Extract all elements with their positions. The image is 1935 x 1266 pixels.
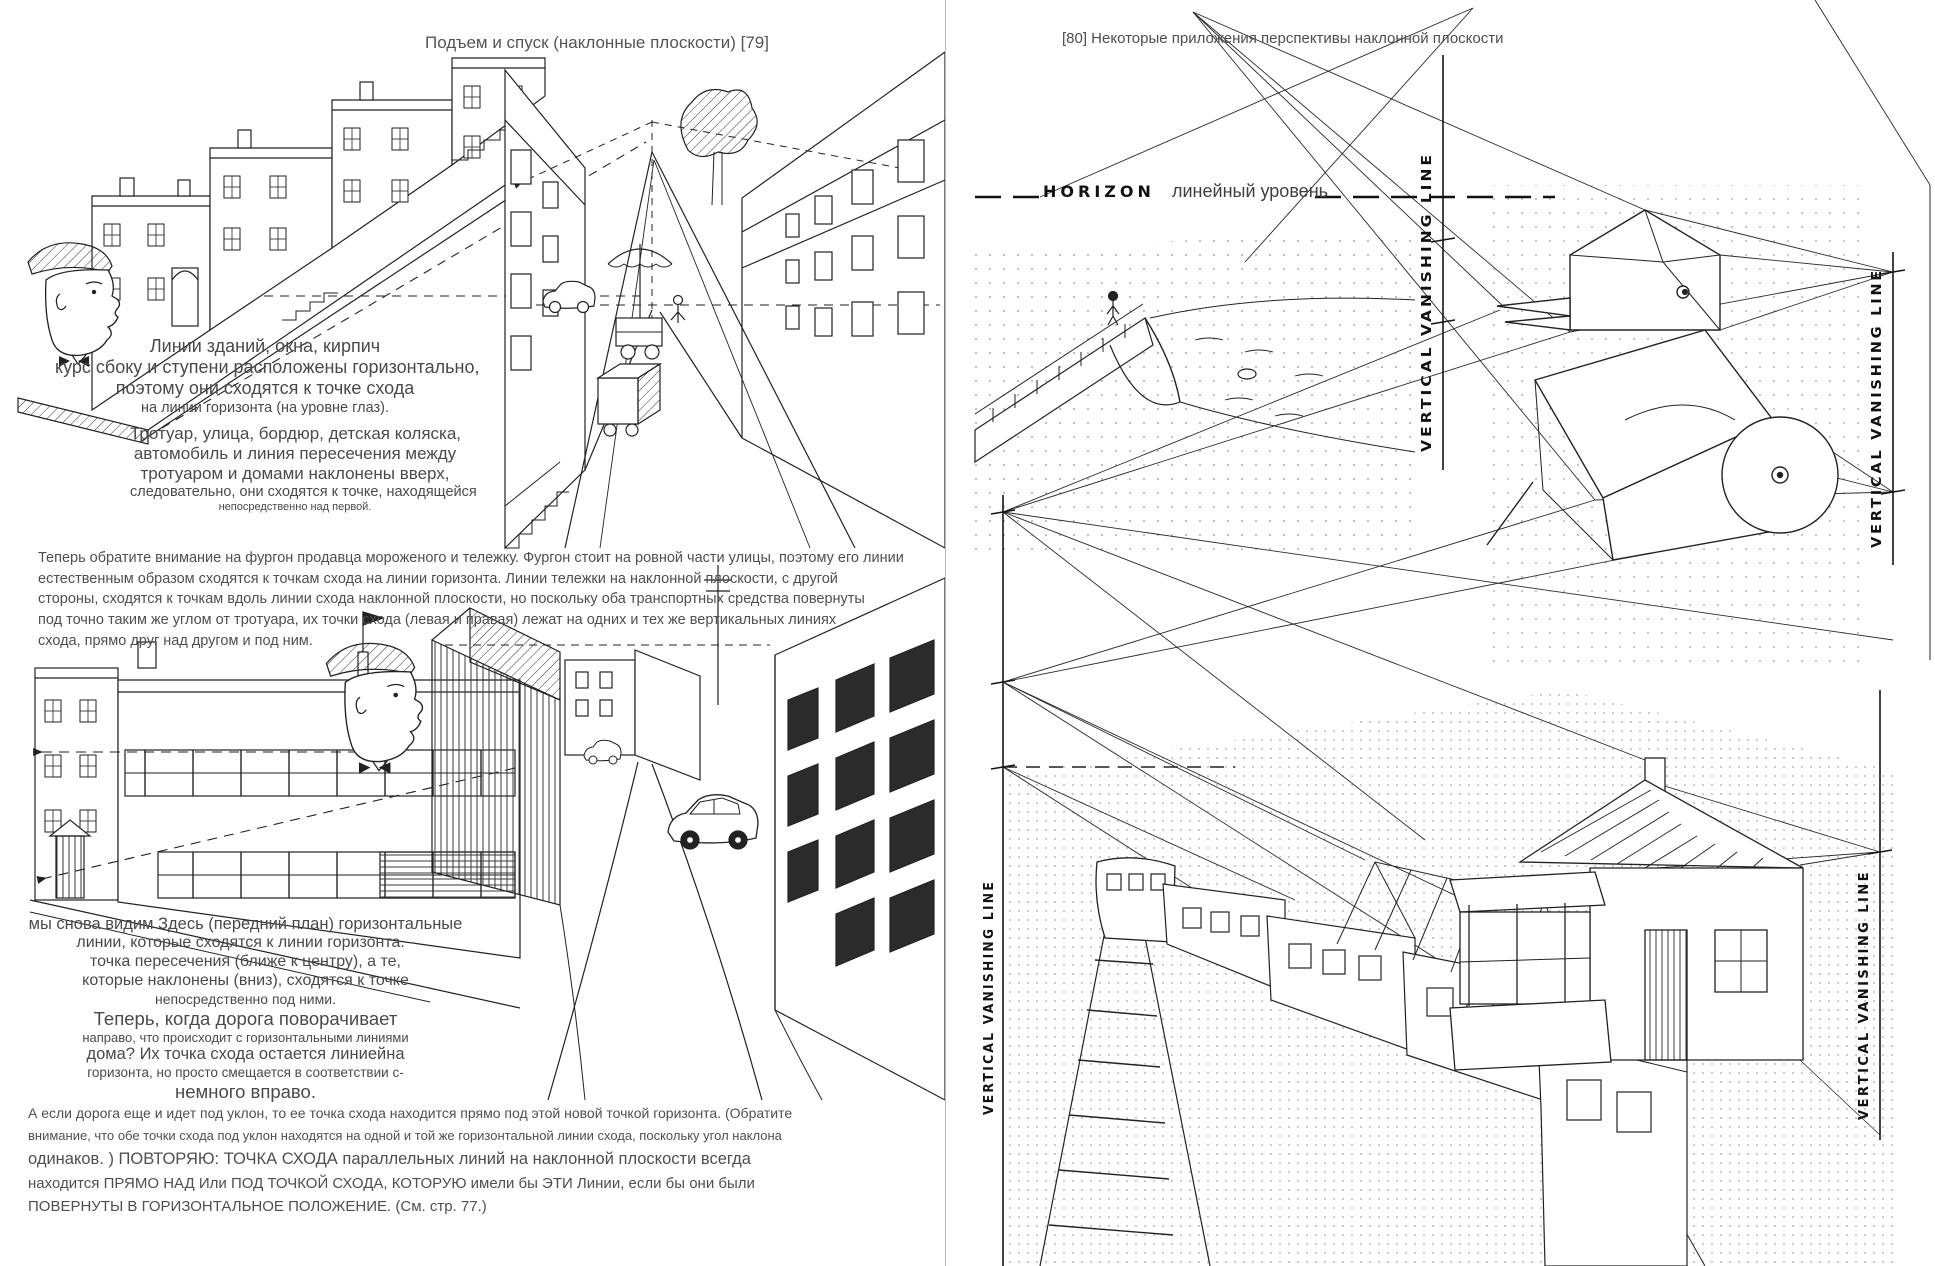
text-line: курс сбоку и ступени расположены горизонтально, <box>55 357 480 378</box>
text-line: стороны, сходятся к точкам вдоль линии схода наклонной плоскости, но поскольку оба транспортных средства повернуты <box>38 591 865 608</box>
text-line: Теперь обратите внимание на фургон продавца мороженого и тележку. Фургон стоит на ровной части улицы, поэтому его линии <box>38 550 904 566</box>
text-line: находится ПРЯМО НАД Или ПОД ТОЧКОЙ СХОДА, КОТОРУЮ имели бы ЭТИ Линии, если бы они были <box>28 1174 755 1192</box>
left-page-title: Подъем и спуск (наклонные плоскости) [79] <box>425 33 769 52</box>
text-line: на линии горизонта (на уровне глаз). <box>140 399 389 416</box>
caption-road-turns <box>28 1008 463 1102</box>
caption-inclined-lines <box>130 424 477 514</box>
uphill-street-perspective-drawing <box>505 52 945 548</box>
horizon-sublabel: линейный уровень <box>1172 181 1329 201</box>
text-line: дома? Их точка схода остается линиейна <box>86 1045 405 1064</box>
paragraph-van-and-cart <box>38 548 904 652</box>
right-page-title: [80] Некоторые приложения перспективы наклонной плоскости <box>1062 30 1504 47</box>
text-line: Теперь, когда дорога поворачивает <box>93 1008 398 1029</box>
text-line: тротуаром и домами наклонены вверх, <box>140 464 450 484</box>
text-line: направо, что происходит с горизонтальными линиями <box>82 1029 409 1045</box>
text-line: под точно таким же углом от тротуара, их точки схода (левая и правая) лежат на одних и тех же вертикальных линиях <box>38 612 837 629</box>
text-line: которые наклонены (вниз), сходятся к точке <box>82 972 409 990</box>
text-line: мы снова видим Здесь (передний план) горизонтальные <box>28 915 463 933</box>
text-line: естественным образом сходятся к точкам схода на линии горизонта. Линии тележки на наклонной плоскости, с другой <box>38 570 838 587</box>
text-line: схода, прямо друг над другом и под ним. <box>38 632 313 649</box>
horizon-label: HORIZON <box>1043 182 1155 201</box>
text-line: следовательно, они сходятся к точке, находящейся <box>130 484 477 501</box>
text-line: непосредственно над первой. <box>218 501 372 514</box>
page-gutter-divider <box>945 0 946 1266</box>
vvl-label-2: VERTICAL VANISHING LINE <box>1869 289 1885 548</box>
text-line: немного вправо. <box>175 1080 316 1102</box>
text-line: А если дорога еще и идет под уклон, то ее точка схода находится прямо под этой новой точкой горизонта. (Обратите <box>28 1105 793 1121</box>
text-line: линии, которые сходятся к линии горизонта. - <box>76 934 415 952</box>
vvl-label-1: VERTICAL VANISHING LINE <box>1419 193 1435 452</box>
text-line: автомобиль и линия пересечения между <box>133 444 457 464</box>
bridge-river-drawing <box>975 230 1415 560</box>
text-line: одинаков. ) ПОВТОРЯЮ: ТОЧКА СХОДА параллельных линий на наклонной плоскости всегда <box>28 1150 751 1168</box>
duck-toy-drawing <box>1487 185 1860 665</box>
text-line: внимание, что обе точки схода под уклон находятся на одной и той же горизонтальной линии схода, поскольку угол наклона <box>28 1128 782 1143</box>
vvl-label-4: VERTICAL VANISHING LINE <box>981 856 997 1115</box>
text-line: поэтому они сходятся к точке схода <box>115 378 415 399</box>
text-line: ПОВЕРНУТЫ В ГОРИЗОНТАЛЬНОЕ ПОЛОЖЕНИЕ. (См. стр. 77.) <box>28 1197 487 1215</box>
paragraph-repeat-rule <box>28 1106 792 1214</box>
text-line: Тротуар, улица, бордюр, детская коляска, <box>130 424 462 443</box>
caption-horizontal-lines <box>55 336 480 417</box>
text-line: непосредственно под ними. <box>155 991 336 1008</box>
text-line: горизонта, но просто смещается в соответствии с- <box>87 1064 404 1080</box>
vvl-label-3: VERTICAL VANISHING LINE <box>1856 861 1872 1120</box>
text-line: Линии зданий, окна, кирпич <box>149 336 381 356</box>
text-line: точка пересечения (ближе к центру), а те, <box>90 953 401 971</box>
caption-foreground-lines <box>28 915 463 1008</box>
pushcart-drawing <box>598 364 660 436</box>
car-drawing <box>668 795 758 849</box>
